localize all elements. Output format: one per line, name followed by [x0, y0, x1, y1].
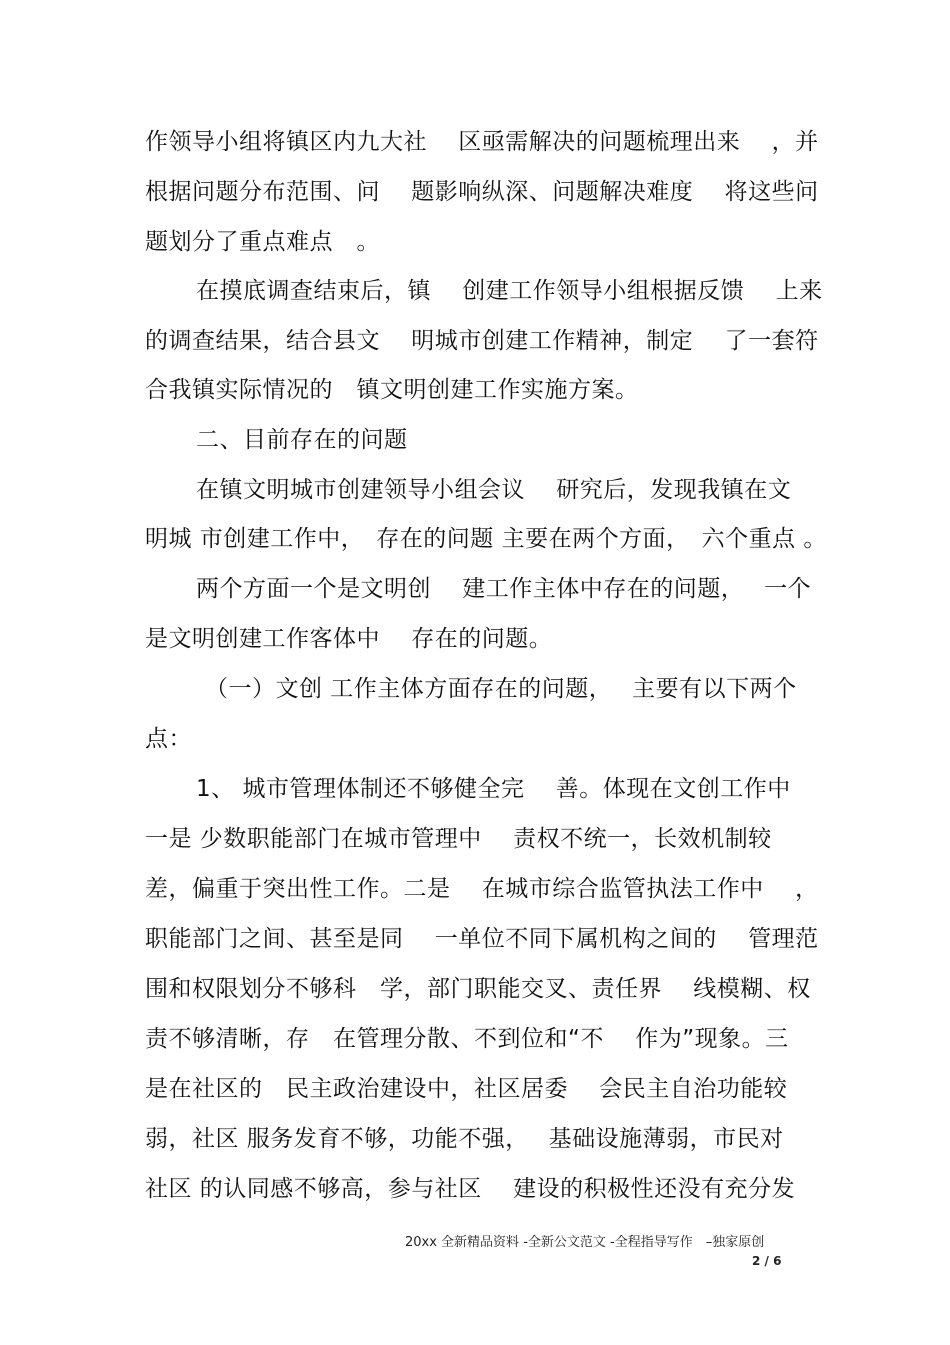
paragraph-line: 是文明创建工作客体中 存在的问题。 — [145, 626, 553, 652]
paragraph-line: 差，偏重于突出性工作。二是 在城市综合监管执法工作中 ， — [145, 876, 819, 902]
paragraph-line: 题划分了重点难点 。 — [145, 229, 380, 255]
paragraph-line: 在镇文明城市创建领导小组会议 研究后，发现我镇在文 — [196, 477, 792, 503]
paragraph-line: 围和权限划分不够科 学，部门职能交叉、责任界 线模糊、权 — [145, 976, 811, 1002]
paragraph-line: 是在社区的 民主政治建设中，社区居委 会民主自治功能较 — [145, 1076, 788, 1102]
paragraph-line: 两个方面一个是文明创 建工作主体中存在的问题， 一个 — [196, 576, 812, 602]
paragraph-line: 作领导小组将镇区内九大社 区亟需解决的问题梳理出来 ，并 — [145, 129, 819, 155]
paragraph-line: 责不够清晰，存 在管理分散、不到位和“不 作为”现象。三 — [145, 1026, 789, 1052]
footer-text: 20xx 全新精品资料 -全新公文范文 -全程指导写作 –独家原创 — [405, 1235, 765, 1250]
paragraph-line: 在摸底调查结束后，镇 创建工作领导小组根据反馈 上来 — [196, 278, 823, 304]
paragraph-line: 根据问题分布范围、问 题影响纵深、问题解决难度 将这些问 — [145, 179, 819, 205]
list-item-heading: 1、 城市管理体制还不够健全完 善。体现在文创工作中 — [196, 776, 791, 802]
paragraph-line: 一是 少数职能部门在城市管理中 责权不统一，长效机制较 — [145, 826, 772, 852]
paragraph-line: 弱，社区 服务发育不够，功能不强， 基础设施薄弱，市民对 — [145, 1126, 784, 1152]
subsection-heading: （一）文创 工作主体方面存在的问题， 主要有以下两个 — [205, 676, 797, 702]
paragraph-line: 明城 市创建工作中， 存在的问题 主要在两个方面， 六个重点 。 — [145, 526, 827, 552]
paragraph-line: 点： — [145, 726, 192, 752]
section-heading: 二、目前存在的问题 — [196, 427, 408, 453]
paragraph-line: 合我镇实际情况的 镇文明创建工作实施方案。 — [145, 377, 639, 403]
paragraph-line: 的调查结果，结合县文 明城市创建工作精神，制定 了一套符 — [145, 328, 819, 354]
paragraph-line: 职能部门之间、甚至是同 一单位不同下属机构之间的 管理范 — [145, 926, 819, 952]
page-number: 2 / 6 — [752, 1254, 782, 1268]
paragraph-line: 社区 的认同感不够高，参与社区 建设的积极性还没有充分发 — [145, 1176, 796, 1202]
